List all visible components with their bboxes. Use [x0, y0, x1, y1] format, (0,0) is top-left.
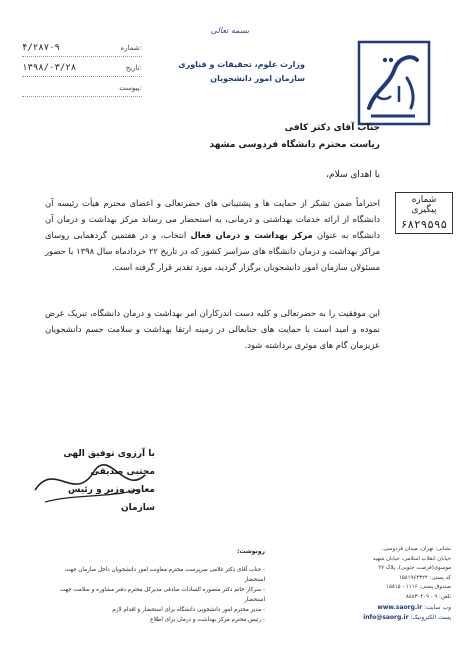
bismillah-heading: بسمه تعالی — [210, 26, 250, 35]
attachment-row — [22, 80, 142, 97]
cc-list — [55, 548, 265, 625]
website-label: وب سایت: — [424, 604, 451, 611]
salutation: با اهدای سلام، — [326, 170, 380, 180]
cc-title: رونوشت: — [237, 548, 265, 555]
letter-meta — [22, 40, 142, 100]
tracking-number: ۶۸۲۹۵۹۵ — [400, 218, 448, 231]
recipient-title: ریاست محترم دانشگاه فردوسی مشهد — [209, 140, 380, 150]
website-row — [356, 603, 451, 613]
cc-item: - مدیر محترم امور دانشجویی دانشگاه برای استحضار و اقدام لازم — [112, 607, 265, 613]
body-paragraph-1 — [45, 195, 380, 275]
closing-phrase: با آرزوی توفیق الهی — [63, 449, 155, 459]
para1-text-a: احتراماً ضمن تشکر از حمایت ها و پشتیبانی های حضرتعالی و اعضای محترم هیأت رئیسه آن دانشگاه از ارائه خدمات بهداشتی و درمانی، به استحضار می رساند مرکز بهداشت و درمان آن دانشگاه به عنوان — [45, 198, 380, 240]
signer-title: معاون وزیر و رئیس سازمان — [67, 485, 155, 513]
body-paragraph-2: این موفقیت را به حضرتعالی و کلیه دست اندرکاران امر بهداشت و درمان دانشگاه، تبریک عرض نموده و امید است با حمایت های جنابعالی در زمینه ارتقا بهداشت و سلامت جسم دانشجویان عزیزمان گام های موثری برداشته شود. — [45, 308, 380, 350]
date-row — [22, 60, 142, 77]
address-line: موسوی(فرصت جنوبی)، پلاک ۲۷ — [378, 565, 451, 571]
email-link[interactable]: info@saorg.ir — [363, 614, 409, 621]
tracking-label: شماره پیگیری — [411, 195, 437, 215]
letter-number: ۴/۲۸۷۰۹ — [22, 43, 60, 53]
address-line: نشانی: تهران، میدان فردوسی، — [381, 546, 451, 552]
recipient-block — [45, 120, 380, 154]
ministry-heading — [150, 58, 305, 86]
cc-item: - رئیس محترم مرکز بهداشت و درمان برای اطلاع — [150, 617, 265, 623]
tracking-box — [395, 192, 453, 234]
organization-logo-icon — [355, 38, 433, 128]
email-row — [356, 613, 451, 623]
ministry-name: وزارت علوم، تحقیقات و فناوری — [178, 60, 305, 69]
signer-name: مجتبی صدیقی — [90, 467, 155, 477]
po-box: صندوق پستی: ۱۱۱۶ - ۱۵۸۱۵ — [386, 584, 451, 590]
postal-code: کد پستی: ۱۵۸۱۹۶۴۳۲۴ — [398, 574, 451, 581]
email-label: پست الکترونیک: — [410, 614, 451, 621]
date-label: تاریخ: — [125, 64, 142, 72]
number-row — [22, 40, 142, 57]
recipient-name: جناب آقای دکتر کافی — [284, 123, 380, 133]
organization-name: سازمان امور دانشجویان — [210, 74, 305, 83]
number-label: شماره: — [120, 44, 142, 52]
footer-web — [356, 603, 451, 623]
website-link[interactable]: www.saorg.ir — [377, 604, 423, 611]
signature-block — [40, 445, 155, 517]
para1-text-b: انتخاب، و در هفتمین گردهمایی روسای مراکز بهداشت و درمان دانشگاه های سراسر کشور که در تاریخ ۲۲ خردادماه سال ۱۳۹۸ با حضور مسئولان سازمان امور دانشجویان برگزار گردید، مورد تقدیر قرار گرفته است. — [45, 230, 380, 272]
address-line: خیابان انقلاب اسلامی، خیابان شهید — [372, 555, 451, 562]
para1-highlight: مرکز بهداشت و درمان فعال — [190, 230, 313, 240]
cc-item: - جناب آقای دکتر غلامی سرپرست محترم معاونت امور دانشجویان داخل سازمان جهت استحضار — [65, 567, 265, 583]
phone-number: تلفن: ۹ - ۸۸۸۳۰۴۰۹ — [405, 593, 451, 600]
attachment-label: پیوست: — [119, 84, 142, 92]
letter-date: ۱۳۹۸/۰۳/۲۸ — [22, 63, 77, 73]
cc-item: - سرکار خانم دکتر منصوره السادات صادقی مدیرکل محترم دفتر مشاوره و سلامت جهت استحضار — [60, 587, 265, 603]
footer-address — [356, 545, 451, 602]
